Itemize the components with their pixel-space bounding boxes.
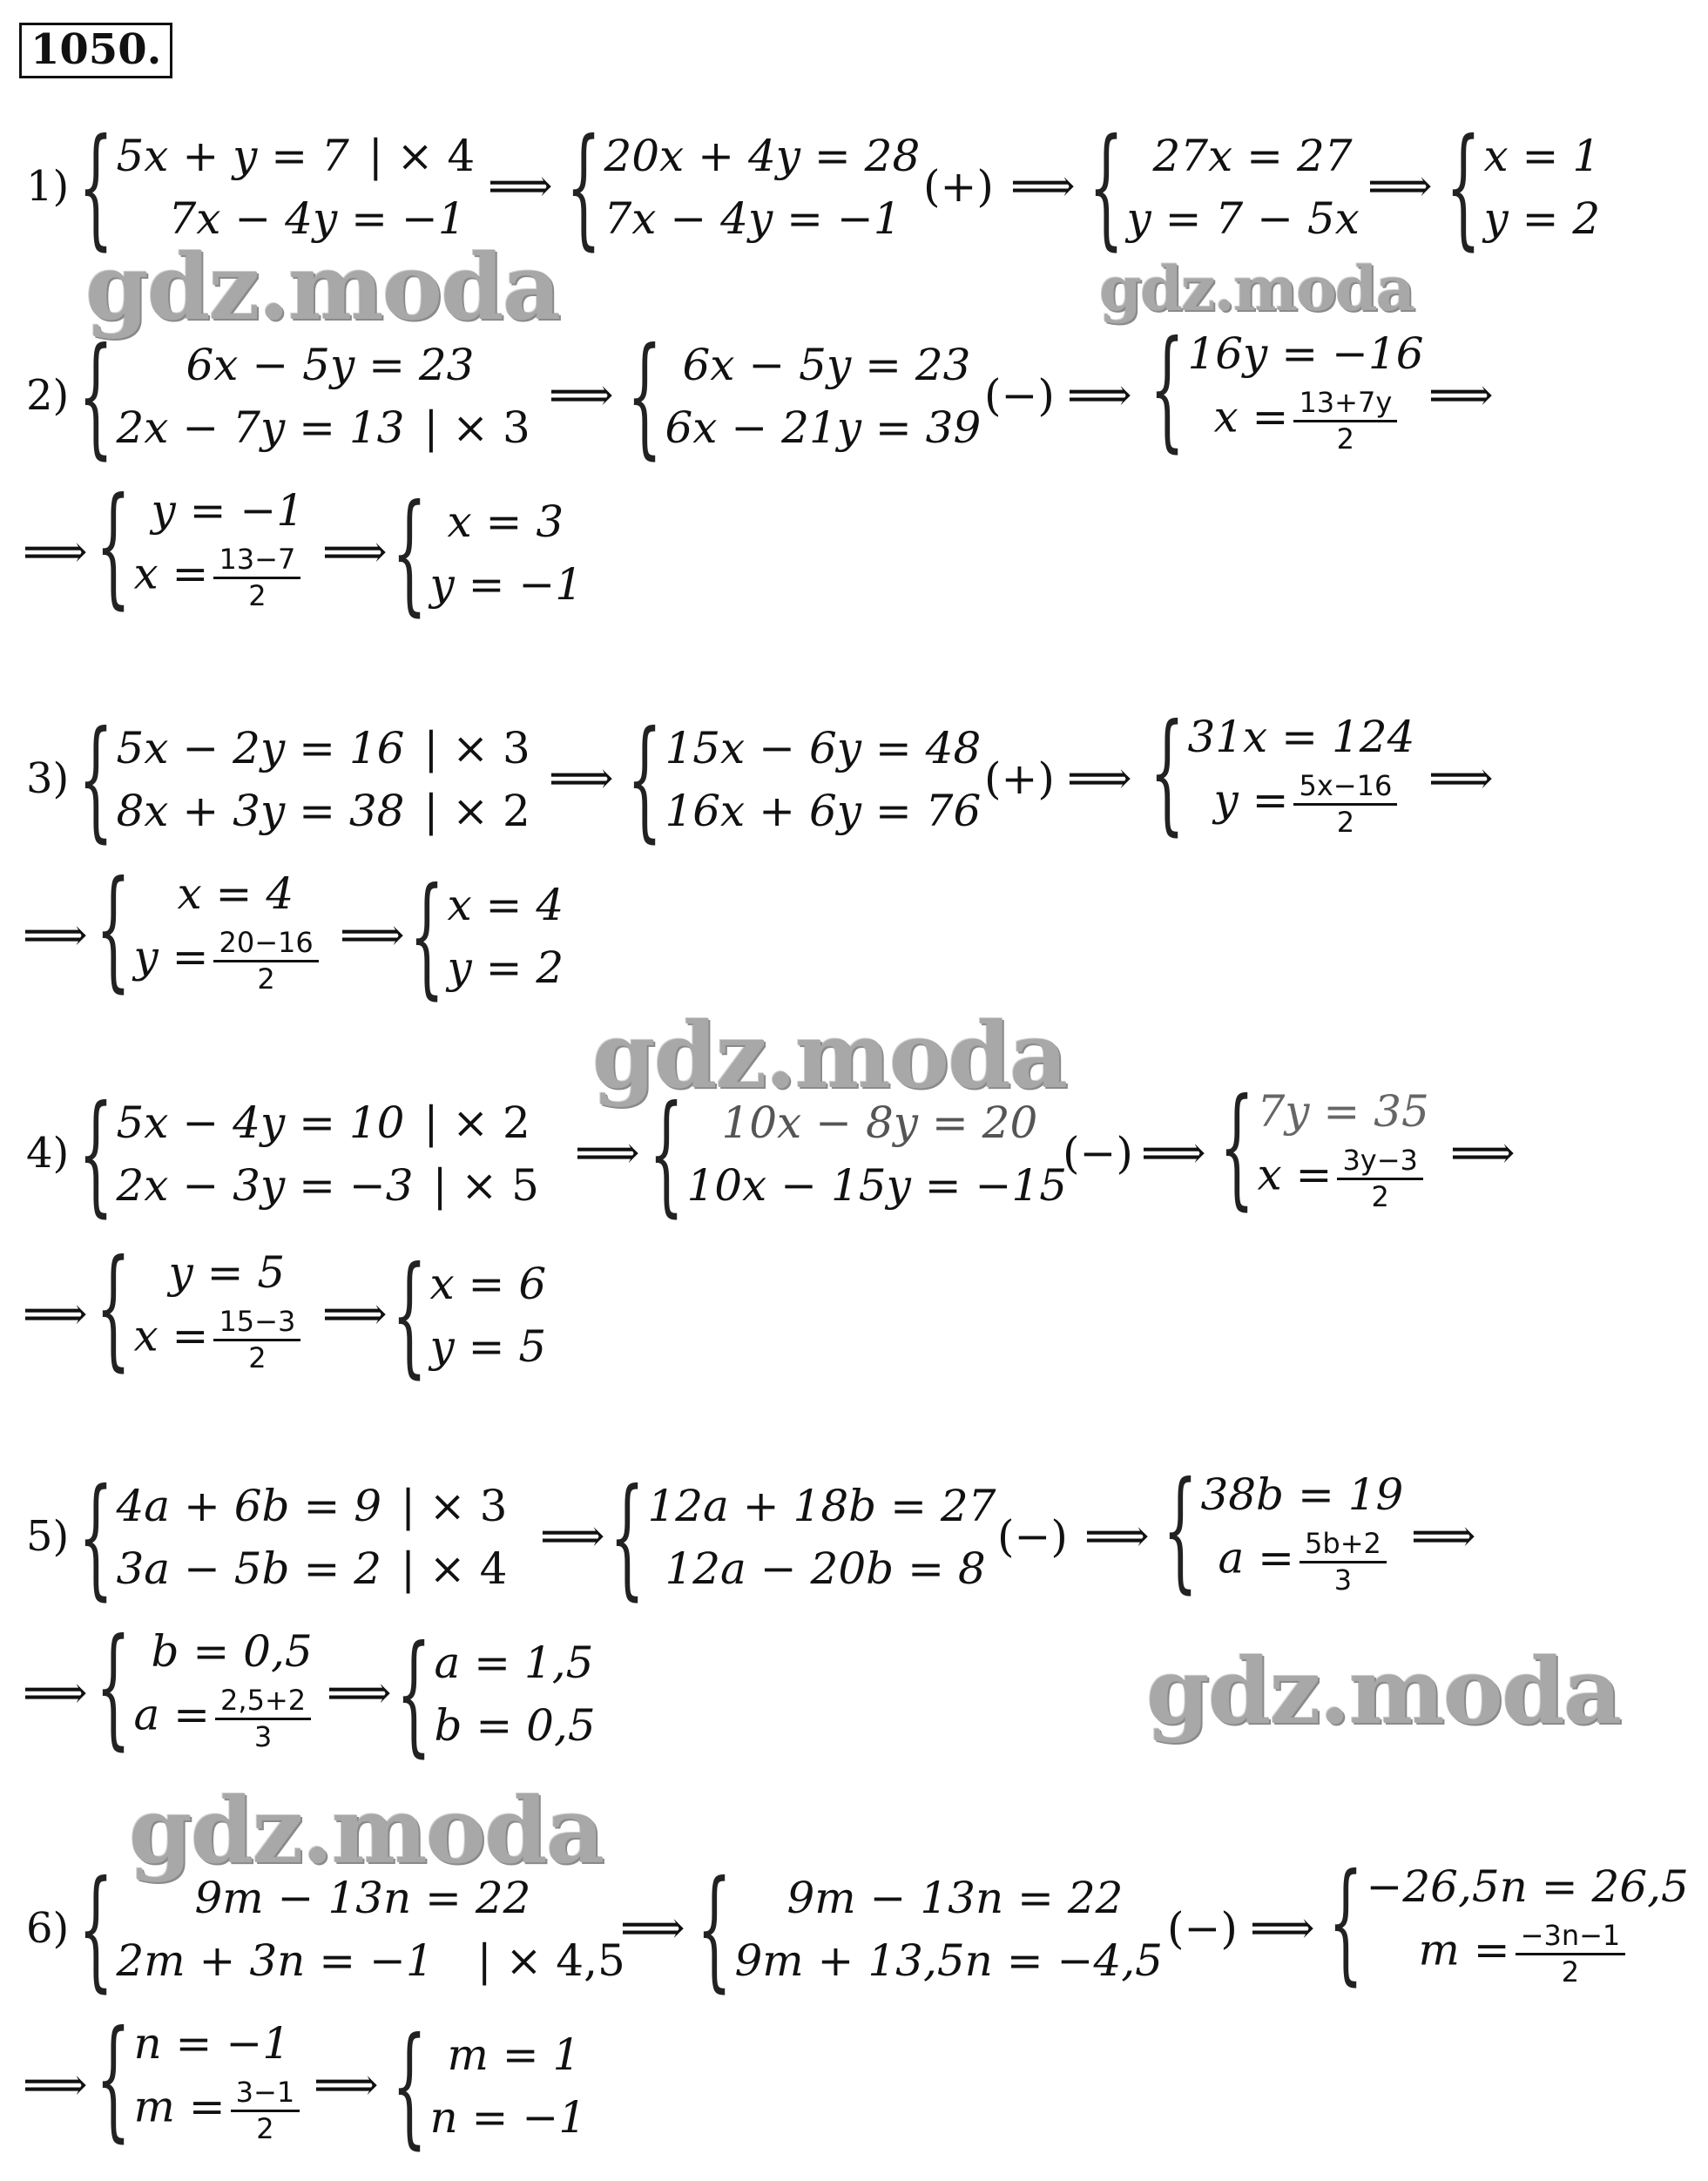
equation: x = 6	[429, 1259, 547, 1309]
fraction	[1516, 1918, 1626, 1989]
equation: 8x + 3y = 38	[116, 786, 405, 836]
problem-label: 3)	[26, 754, 70, 803]
numerator: 2,5+2	[215, 1683, 311, 1720]
equation-system	[78, 1854, 625, 2005]
left-brace: {	[78, 1078, 114, 1230]
equation: 2x − 3y = −3	[116, 1160, 414, 1211]
implies-arrow: ⟹	[1428, 753, 1494, 805]
problem-4	[0, 1070, 1708, 1230]
equation-system	[1089, 111, 1360, 263]
denominator: 2	[1371, 1180, 1389, 1213]
equation-system	[697, 1854, 1163, 2005]
watermark: gdz.moda	[1146, 1637, 1621, 1745]
operation: (−)	[997, 1511, 1068, 1562]
fraction	[1293, 385, 1397, 456]
implies-arrow: ⟹	[575, 1127, 640, 1179]
equation: m = 1	[447, 2029, 581, 2080]
problem-2-continued	[0, 469, 1708, 629]
equation: y =	[133, 931, 209, 982]
equation: x =	[1213, 391, 1289, 442]
equation: y = 2	[447, 942, 564, 993]
left-brace: {	[78, 1462, 114, 1613]
left-brace: {	[78, 704, 114, 855]
numerator: 3y−3	[1337, 1143, 1422, 1180]
problem-label: 1)	[26, 162, 70, 211]
equation: 2m + 3n = −1	[116, 1935, 434, 1986]
equation: m =	[1418, 1924, 1510, 1975]
multiplier: | × 4,5	[476, 1935, 625, 1986]
equation: 3a − 5b = 2	[116, 1543, 382, 1594]
equation: −26,5n = 26,5	[1366, 1861, 1689, 1912]
numerator: 15−3	[213, 1304, 300, 1341]
problem-5-continued	[0, 1610, 1708, 1770]
operation: (+)	[923, 161, 994, 212]
multiplier: | × 2	[423, 786, 530, 836]
left-brace: {	[96, 853, 132, 1005]
numerator: 20−16	[213, 925, 318, 962]
equation: 7x − 4y = −1	[168, 193, 466, 244]
implies-arrow: ⟹	[23, 1288, 88, 1340]
equation: x =	[133, 1310, 209, 1361]
left-brace: {	[396, 1618, 432, 1770]
multiplier: | × 3	[423, 402, 530, 453]
left-brace: {	[1150, 313, 1185, 465]
left-brace: {	[627, 704, 663, 855]
equation-system	[96, 469, 305, 622]
fraction	[231, 2075, 300, 2145]
equation: 38b = 19	[1200, 1469, 1404, 1520]
implies-arrow: ⟹	[1428, 369, 1494, 422]
equation: 20x + 4y = 28	[604, 131, 921, 181]
implies-arrow: ⟹	[1067, 369, 1132, 422]
fraction	[1300, 1526, 1387, 1597]
watermark: gdz.moda	[1099, 253, 1414, 325]
implies-arrow: ⟹	[340, 909, 405, 962]
equation-system	[392, 477, 584, 629]
implies-arrow: ⟹	[322, 526, 388, 578]
equation: a =	[1218, 1532, 1295, 1583]
denominator: 3	[1333, 1563, 1353, 1597]
left-brace: {	[1150, 696, 1185, 848]
equation: b = 0,5	[434, 1700, 596, 1751]
equation: 7y = 35	[1257, 1086, 1429, 1137]
left-brace: {	[1219, 1070, 1255, 1223]
equation: y =	[1213, 774, 1289, 826]
problem-label: 2)	[26, 371, 70, 420]
equation-system	[396, 1618, 596, 1770]
equation-system	[1219, 1070, 1429, 1223]
equation: x = 4	[447, 880, 564, 930]
operation: (−)	[1167, 1903, 1238, 1954]
fraction	[1337, 1143, 1422, 1213]
left-brace: {	[1328, 1846, 1364, 1998]
equation: x =	[133, 548, 209, 599]
equation-system	[96, 853, 319, 1005]
equation: 6x − 5y = 23	[186, 340, 475, 390]
left-brace: {	[1163, 1454, 1198, 1606]
left-brace: {	[392, 477, 428, 629]
left-brace: {	[78, 111, 114, 263]
implies-arrow: ⟹	[23, 909, 88, 962]
equation-system	[1150, 313, 1424, 465]
equation-system	[627, 321, 982, 472]
equation: 27x = 27	[1152, 131, 1353, 181]
implies-arrow: ⟹	[1450, 1127, 1516, 1179]
watermark: gdz.moda	[129, 1777, 604, 1884]
problem-6-continued	[0, 2002, 1708, 2162]
implies-arrow: ⟹	[327, 1667, 392, 1719]
left-brace: {	[627, 321, 663, 472]
equation: 16y = −16	[1187, 328, 1424, 379]
left-brace: {	[610, 1462, 645, 1613]
equation: y = −1	[151, 485, 305, 536]
left-brace: {	[1089, 111, 1124, 263]
equation-system	[96, 2002, 300, 2155]
equation: 16x + 6y = 76	[665, 786, 982, 836]
numerator: 5x−16	[1293, 768, 1397, 806]
equation-system	[649, 1078, 1068, 1230]
equation-system	[627, 704, 982, 855]
equation: 6x − 5y = 23	[682, 340, 971, 390]
implies-arrow: ⟹	[1010, 160, 1076, 213]
left-brace: {	[78, 321, 114, 472]
multiplier: | × 2	[423, 1097, 530, 1148]
watermark: gdz.moda	[85, 233, 560, 341]
fraction	[1293, 768, 1397, 839]
equation-system	[78, 111, 476, 263]
equation: 9m − 13n = 22	[194, 1873, 531, 1923]
equation-system	[610, 1462, 996, 1613]
left-brace: {	[392, 2010, 428, 2162]
implies-arrow: ⟹	[1084, 1510, 1150, 1563]
implies-arrow: ⟹	[549, 753, 614, 805]
operation: (−)	[1063, 1128, 1133, 1178]
left-brace: {	[96, 2002, 132, 2155]
equation: a =	[133, 1689, 211, 1740]
equation-system	[1150, 696, 1415, 848]
implies-arrow: ⟹	[549, 369, 614, 422]
denominator: 3	[253, 1720, 273, 1753]
denominator: 2	[1336, 806, 1355, 839]
equation: y = 5	[429, 1321, 547, 1372]
denominator: 2	[248, 1341, 267, 1374]
denominator: 2	[1561, 1955, 1580, 1989]
implies-arrow: ⟹	[23, 526, 88, 578]
equation-system	[78, 704, 530, 855]
fraction	[213, 542, 300, 612]
implies-arrow: ⟹	[1250, 1902, 1315, 1955]
implies-arrow: ⟹	[23, 1667, 88, 1719]
denominator: 2	[256, 2112, 274, 2145]
implies-arrow: ⟹	[1367, 160, 1433, 213]
equation-system	[78, 321, 530, 472]
equation: 12a − 20b = 8	[665, 1543, 986, 1594]
left-brace: {	[96, 469, 132, 622]
equation-system	[1328, 1846, 1689, 1998]
equation: 7x − 4y = −1	[604, 193, 901, 244]
problem-3	[0, 696, 1708, 855]
equation-system	[1446, 111, 1601, 263]
equation: 6x − 21y = 39	[665, 402, 982, 453]
equation-system	[392, 1239, 547, 1391]
equation: 5x − 2y = 16	[116, 723, 405, 773]
equation: b = 0,5	[151, 1626, 313, 1677]
equation: n = −1	[429, 2092, 587, 2143]
numerator: −3n−1	[1516, 1918, 1626, 1955]
watermark: gdz.moda	[592, 1002, 1067, 1109]
problem-label: 4)	[26, 1129, 70, 1178]
implies-arrow: ⟹	[620, 1902, 685, 1955]
equation: y = 5	[168, 1247, 286, 1298]
problem-6	[0, 1846, 1708, 2005]
left-brace: {	[96, 1232, 132, 1384]
problem-number: 1050.	[19, 23, 172, 78]
multiplier: | × 4	[401, 1543, 508, 1594]
problem-4-continued	[0, 1232, 1708, 1391]
left-brace: {	[409, 861, 445, 1012]
equation: x = 4	[177, 868, 294, 919]
equation: y = 7 − 5x	[1126, 193, 1360, 244]
equation-system	[392, 2010, 587, 2162]
implies-arrow: ⟹	[540, 1510, 605, 1563]
problem-label: 6)	[26, 1904, 70, 1953]
fraction	[213, 1304, 300, 1374]
denominator: 2	[248, 579, 267, 612]
equation: a = 1,5	[434, 1637, 594, 1688]
equation: 5x + y = 7	[116, 131, 349, 181]
equation-system	[566, 111, 921, 263]
denominator: 2	[1336, 422, 1355, 456]
numerator: 13+7y	[1293, 385, 1397, 422]
problem-1	[0, 111, 1708, 263]
implies-arrow: ⟹	[23, 2059, 88, 2111]
implies-arrow: ⟹	[314, 2059, 379, 2111]
fraction	[215, 1683, 311, 1753]
equation: x = 3	[447, 496, 564, 547]
equation: x =	[1257, 1149, 1333, 1200]
left-brace: {	[96, 1610, 132, 1763]
left-brace: {	[697, 1854, 732, 2005]
equation-system	[78, 1078, 539, 1230]
equation-system	[409, 861, 564, 1012]
equation: 2x − 7y = 13	[116, 402, 405, 453]
equation: y = 2	[1483, 193, 1601, 244]
implies-arrow: ⟹	[1411, 1510, 1476, 1563]
left-brace: {	[566, 111, 602, 263]
equation: 10x − 8y = 20	[721, 1097, 1038, 1148]
multiplier: | × 3	[401, 1481, 508, 1531]
equation: 15x − 6y = 48	[665, 723, 982, 773]
equation-system	[78, 1462, 508, 1613]
implies-arrow: ⟹	[322, 1288, 388, 1340]
implies-arrow: ⟹	[1067, 753, 1132, 805]
equation-system	[96, 1610, 313, 1763]
operation: (−)	[984, 370, 1055, 421]
equation: 31x = 124	[1187, 712, 1415, 762]
equation: 9m − 13n = 22	[786, 1873, 1124, 1923]
equation: 4a + 6b = 9	[116, 1481, 382, 1531]
problem-2	[0, 313, 1708, 472]
numerator: 5b+2	[1300, 1526, 1387, 1563]
problem-label: 5)	[26, 1512, 70, 1561]
multiplier: | × 3	[423, 723, 530, 773]
left-brace: {	[392, 1239, 428, 1391]
equation: 12a + 18b = 27	[647, 1481, 996, 1531]
equation: 5x − 4y = 10	[116, 1097, 405, 1148]
implies-arrow: ⟹	[488, 160, 553, 213]
equation: n = −1	[133, 2018, 291, 2069]
left-brace: {	[649, 1078, 685, 1230]
equation-system	[96, 1232, 300, 1384]
implies-arrow: ⟹	[1141, 1127, 1206, 1179]
numerator: 3−1	[231, 2075, 300, 2112]
left-brace: {	[1446, 111, 1482, 263]
equation: y = −1	[429, 559, 584, 610]
equation: x = 1	[1483, 131, 1601, 181]
numerator: 13−7	[213, 542, 300, 579]
fraction	[213, 925, 318, 996]
denominator: 2	[257, 962, 275, 996]
left-brace: {	[78, 1854, 114, 2005]
multiplier: | × 5	[432, 1160, 539, 1211]
equation-system	[1163, 1454, 1404, 1606]
equation: 10x − 15y = −15	[686, 1160, 1068, 1211]
equation: m =	[133, 2081, 226, 2132]
problem-5	[0, 1454, 1708, 1613]
operation: (+)	[984, 753, 1055, 804]
problem-3-continued	[0, 853, 1708, 1012]
multiplier: | × 4	[368, 131, 476, 181]
equation: 9m + 13,5n = −4,5	[734, 1935, 1163, 1986]
